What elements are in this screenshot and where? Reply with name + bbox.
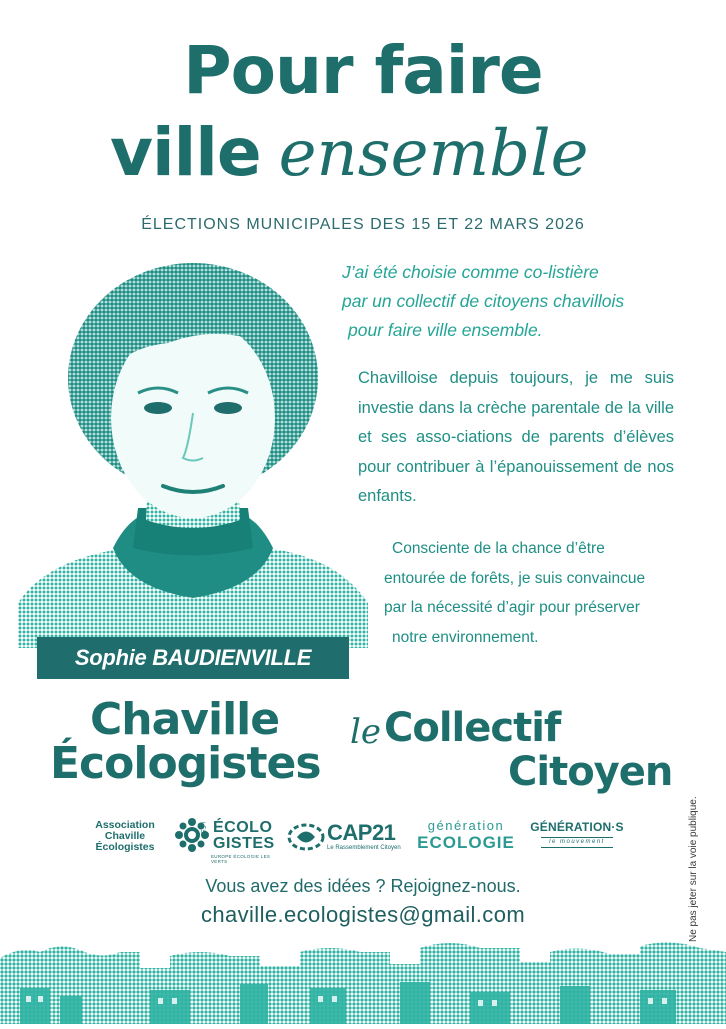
ecolo-wordmark (213, 820, 275, 852)
cap21-swirl-icon (287, 822, 325, 852)
chaville-logo-line-2: Écologistes (50, 738, 321, 789)
intro-line-2: par un collectif de citoyens chavillois (342, 291, 625, 311)
chaville-ecologistes-logo (50, 694, 321, 789)
candidate-photo (18, 258, 368, 648)
bio-paragraph-2-line: Consciente de la chance d’être (392, 540, 605, 557)
generations-logo (527, 820, 627, 848)
title-word-ensemble: ensemble (278, 117, 589, 191)
generations-subtitle: le mouvement (541, 837, 613, 848)
cap21-subtitle: Le Rassemblement Citoyen (327, 845, 401, 851)
title-word-ville: ville (110, 114, 261, 191)
contact-email[interactable]: chaville.ecologistes@gmail.com (200, 902, 526, 927)
candidate-name-banner: Sophie BAUDIENVILLE (37, 637, 349, 679)
election-subtitle: ÉLECTIONS MUNICIPALES DES 15 ET 22 MARS 2026 (141, 216, 585, 233)
generations-wordmark: GÉNÉRATION·S (530, 820, 624, 834)
intro-quote (330, 258, 690, 345)
intro-line-3: pour faire ville ensemble. (348, 320, 543, 340)
collectif-logo-line-2: Citoyen (508, 749, 673, 795)
ecolo-tagline: EUROPE ÉCOLOGIE LES VERTS (211, 854, 271, 864)
ecolo-wordmark-line-1: ÉCOLO (213, 819, 273, 836)
generation-ecologie-bottom: ECOLOGIE (417, 833, 515, 852)
collectif-logo-line-1: Collectif (384, 705, 561, 751)
generation-ecologie-top: génération (427, 818, 505, 833)
bio-paragraph-2-line: par la nécessité d’agir pour préserver (384, 599, 640, 616)
assoc-logo-line: Association (95, 819, 155, 831)
generation-ecologie-logo (416, 818, 516, 853)
cap21-wordmark: CAP21 (327, 820, 396, 845)
chaville-logo-line-1: Chaville (90, 694, 280, 745)
ecolo-wordmark-line-2: GISTES (213, 835, 275, 852)
assoc-logo-line: Chaville (104, 830, 146, 842)
title-line-2 (110, 114, 589, 191)
do-not-litter-note: Ne pas jeter sur la voie publique. (688, 796, 699, 942)
collectif-citoyen-logo (384, 706, 672, 794)
collectif-le-word: le (350, 712, 381, 752)
les-ecologistes-logo (175, 818, 275, 864)
bio-paragraph-1: Chavilloise depuis toujours, je me suis investie dans la crèche parentale de la ville et ses asso-ciations de parents d’élèves pour contribuer à l’épanouissement de nos enfants. (358, 369, 674, 505)
title-line-1: Pour faire (183, 32, 543, 109)
bio-paragraph-2 (384, 534, 676, 652)
assoc-logo-line: Écologistes (95, 841, 155, 853)
call-to-action: Vous avez des idées ? Rejoignez-nous. (205, 876, 521, 896)
bio-paragraph-2-line: entourée de forêts, je suis convaincue (384, 569, 646, 587)
cap21-logo (287, 820, 407, 860)
city-skyline-illustration (0, 938, 726, 1024)
association-chaville-ecologistes-logo (88, 820, 162, 853)
bio-paragraph-2-line: notre environnement. (392, 628, 539, 646)
intro-line-1: J’ai été choisie comme co-listière (342, 262, 599, 282)
ecolo-les-label: LES (199, 822, 205, 834)
